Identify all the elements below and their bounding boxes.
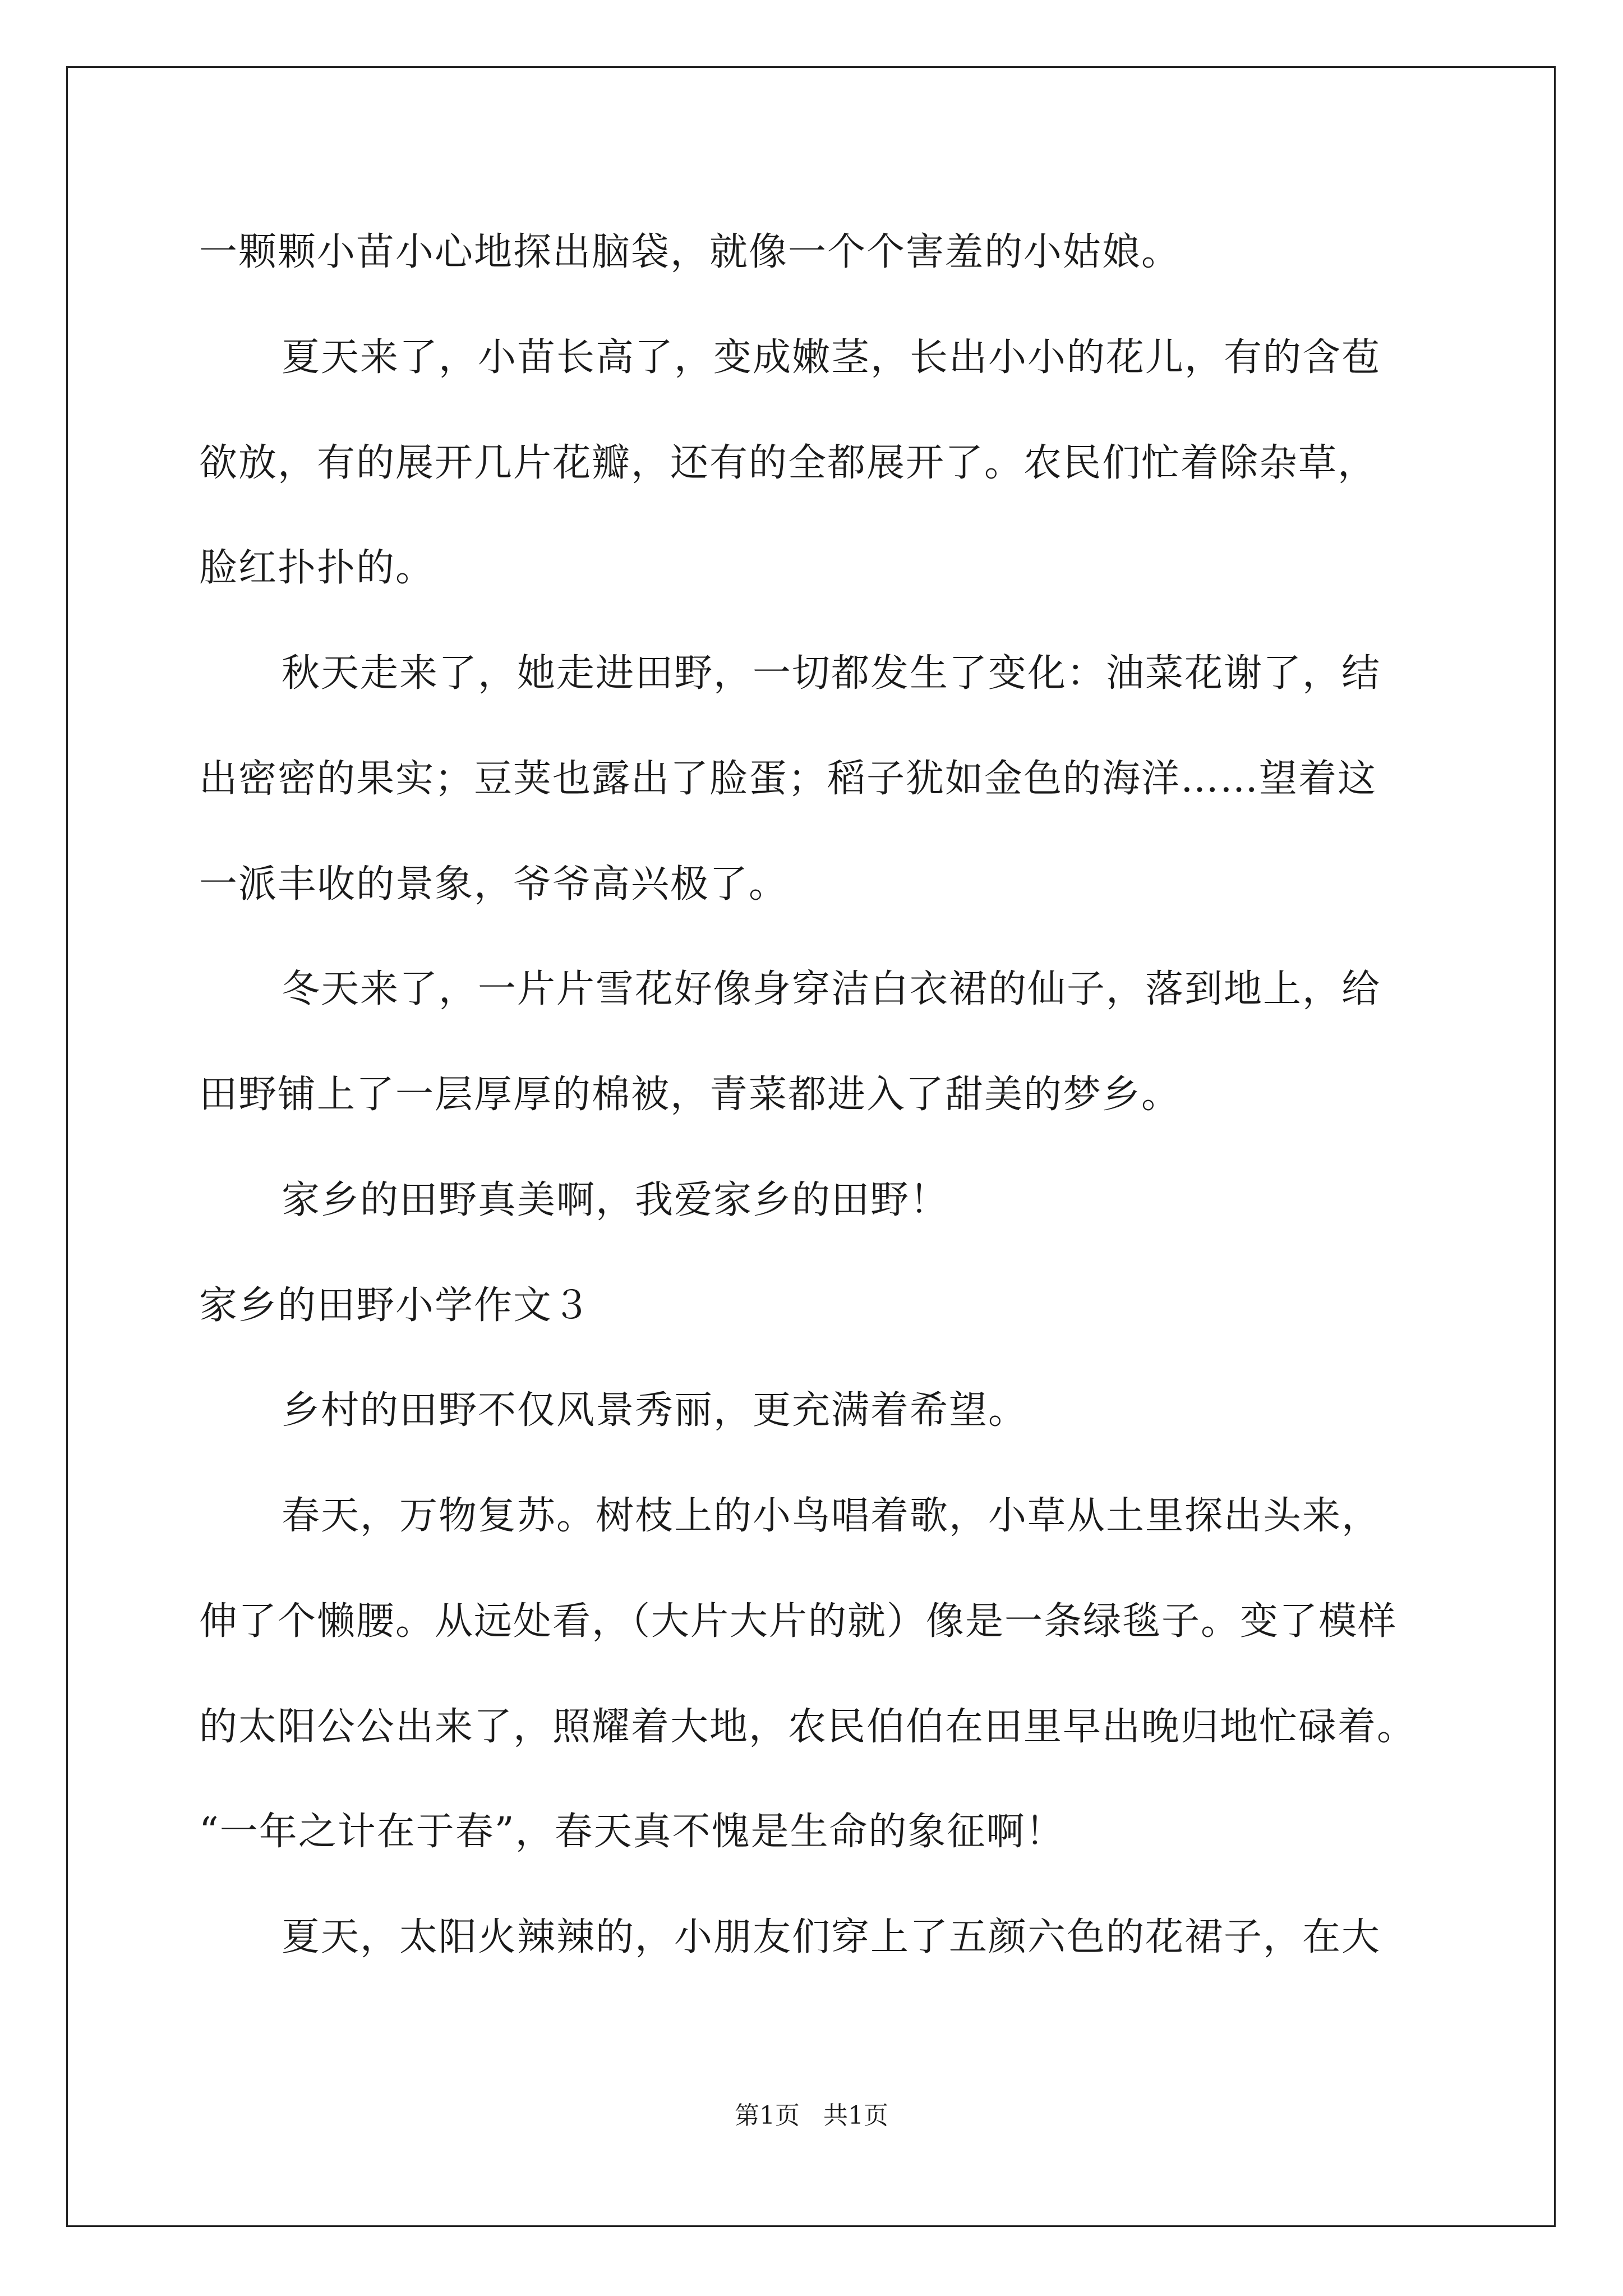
text-line: 欲放，有的展开几片花瓣，还有的全都展开了。农民们忙着除杂草， [199,441,1377,485]
text-line: 的太阳公公出来了，照耀着大地，农民伯伯在田里早出晚归地忙碌着。 [199,1705,1417,1749]
paragraph-summer: 夏天来了，小苗长高了，变成嫩茎，长出小小的花儿，有的含苞 [282,335,1381,380]
paragraph-autumn: 秋天走来了，她走进田野，一切都发生了变化：油菜花谢了，结 [282,651,1381,696]
section-title: 家乡的田野小学作文３ [199,1283,592,1328]
paragraph-spring: 春天，万物复苏。树枝上的小鸟唱着歌，小草从土里探出头来， [282,1494,1381,1538]
text-line: 伸了个懒腰。从远处看，（大片大片的就）像是一条绿毯子。变了模样 [199,1599,1398,1644]
text-line: 一颗颗小苗小心地探出脑袋，就像一个个害羞的小姑娘。 [199,230,1181,274]
text-line: 出密密的果实；豆荚也露出了脸蛋；稻子犹如金色的海洋……望着这 [199,757,1377,801]
text-line: “一年之计在于春”，春天真不愧是生命的象征啊！ [199,1810,1065,1854]
text-line: 脸红扑扑的。 [199,546,435,590]
paragraph-intro: 乡村的田野不仅风景秀丽，更充满着希望。 [282,1388,1028,1433]
page-total: 共1页 [823,2101,888,2130]
text-line: 田野铺上了一层厚厚的棉被，青菜都进入了甜美的梦乡。 [199,1073,1181,1117]
page-number: 第1页 [735,2101,800,2130]
page-footer [0,2099,1623,2133]
paragraph-closing: 家乡的田野真美啊，我爱家乡的田野！ [282,1178,949,1222]
text-line: 一派丰收的景象，爷爷高兴极了。 [199,862,789,907]
paragraph-summer-2: 夏天，太阳火辣辣的，小朋友们穿上了五颜六色的花裙子，在大 [282,1915,1381,1959]
paragraph-winter: 冬天来了，一片片雪花好像身穿洁白衣裙的仙子，落到地上，给 [282,967,1381,1011]
